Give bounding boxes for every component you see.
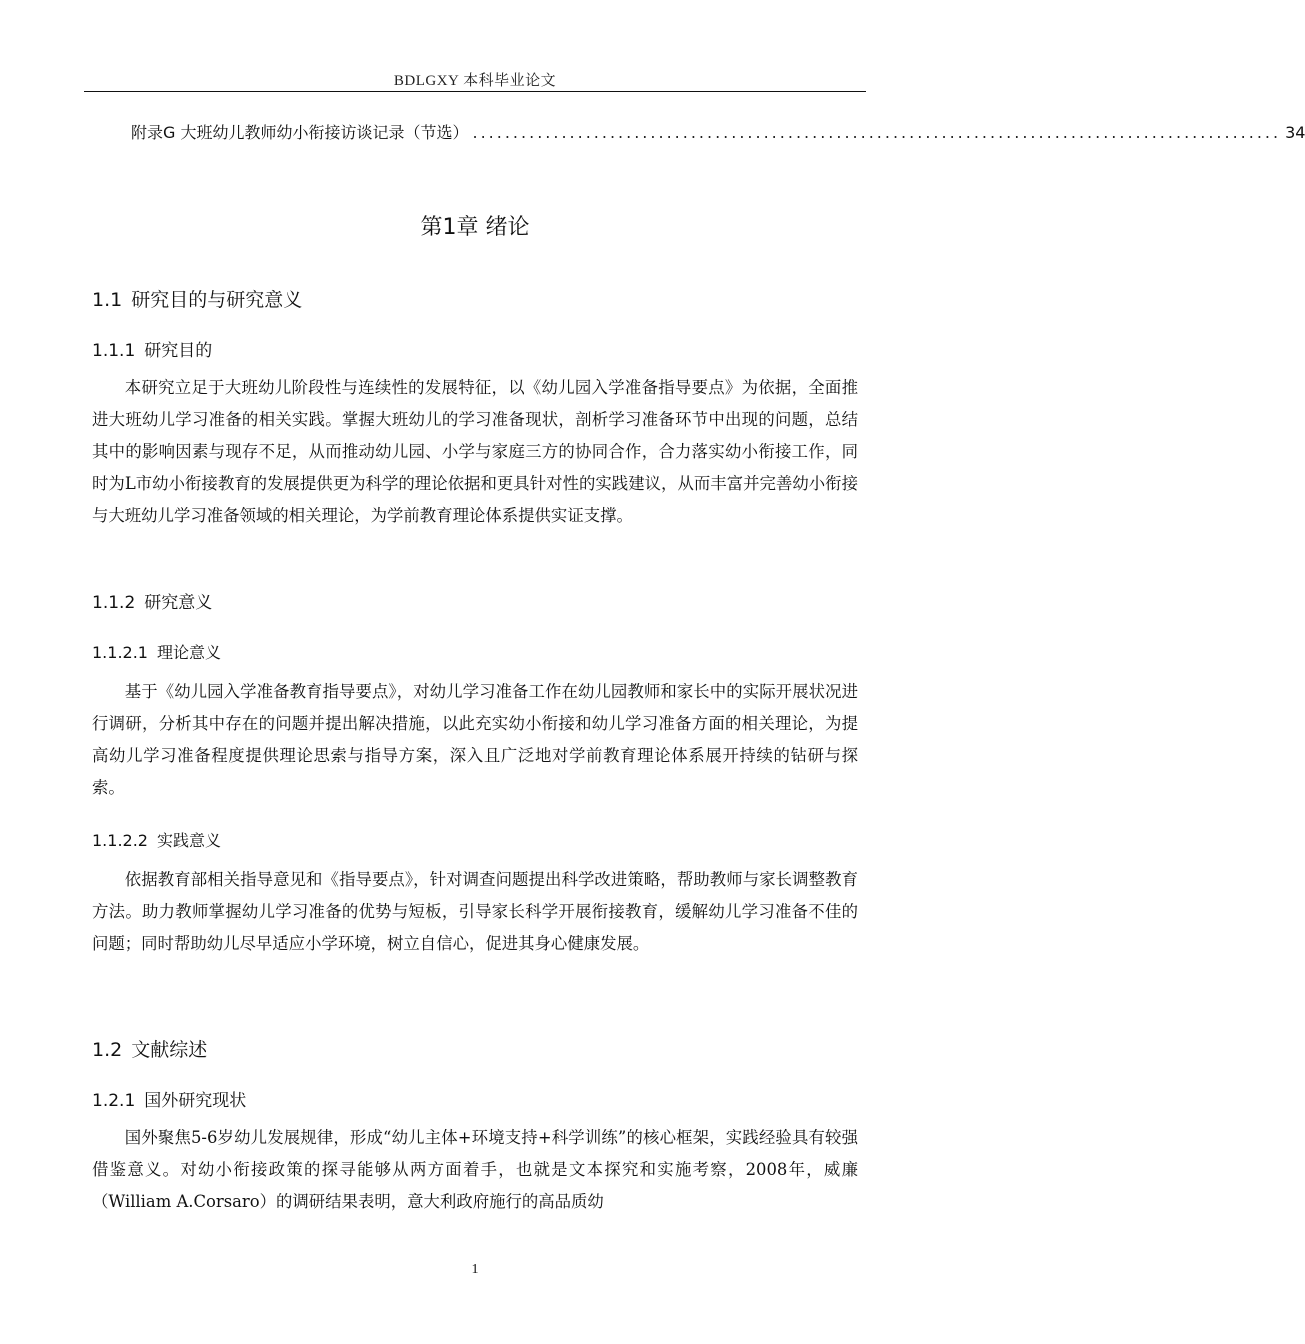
toc-entry[interactable]	[131, 120, 1305, 144]
section-heading-1-1-2-1	[92, 640, 221, 663]
section-heading-1-1-2	[92, 588, 212, 613]
section-number: 1.1.2.2	[92, 831, 148, 850]
toc-entry-title: 附录G 大班幼儿教师幼小衔接访谈记录（节选）	[131, 123, 469, 142]
paragraph-theoretical-significance: 基于《幼儿园入学准备教育指导要点》，对幼儿学习准备工作在幼儿园教师和家长中的实际开展状况进行调研，分析其中存在的问题并提出解决措施，以此充实幼小衔接和幼儿学习准备方面的相关理论，为提高幼儿学习准备程度提供理论思索与指导方案，深入且广泛地对学前教育理论体系展开持续的钻研与探索。	[92, 682, 858, 797]
section-title: 研究意义	[144, 593, 213, 613]
section-heading-1-2	[92, 1035, 207, 1062]
section-number: 1.1.2.1	[92, 643, 148, 662]
toc-dot-leader: ....................................................................................................	[472, 123, 1282, 142]
paragraph-practical-significance: 依据教育部相关指导意见和《指导要点》，针对调查问题提出科学改进策略，帮助教师与家长调整教育方法。助力教师掌握幼儿学习准备的优势与短板，引导家长科学开展衔接教育，缓解幼儿学习准备不佳的问题；同时帮助幼儿尽早适应小学环境，树立自信心，促进其身心健康发展。	[92, 870, 858, 953]
page-number: 1	[471, 1262, 479, 1277]
section-title: 研究目的与研究意义	[131, 289, 303, 311]
section-heading-1-1-1	[92, 336, 212, 361]
section-title: 国外研究现状	[144, 1091, 247, 1111]
header-rule	[84, 91, 866, 92]
toc-entry-page: 34	[1285, 123, 1305, 142]
section-title: 文献综述	[131, 1039, 208, 1061]
section-number: 1.2.1	[92, 1091, 136, 1111]
chapter-title: 第1章 绪论	[420, 215, 530, 240]
paragraph-research-purpose: 本研究立足于大班幼儿阶段性与连续性的发展特征，以《幼儿园入学准备指导要点》为依据，全面推进大班幼儿学习准备的相关实践。掌握大班幼儿的学习准备现状，剖析学习准备环节中出现的问题，总结其中的影响因素与现存不足，从而推动幼儿园、小学与家庭三方的协同合作，合力落实幼小衔接工作，同时为L市幼小衔接教育的发展提供更为科学的理论依据和更具针对性的实践建议，从而丰富并完善幼小衔接与大班幼儿学习准备领域的相关理论，为学前教育理论体系提供实证支撑。	[92, 378, 858, 525]
section-title: 实践意义	[156, 831, 221, 850]
section-title: 理论意义	[156, 643, 221, 662]
section-number: 1.1.2	[92, 593, 136, 613]
section-number: 1.1	[92, 289, 123, 311]
section-number: 1.2	[92, 1039, 123, 1061]
section-heading-1-1	[92, 285, 302, 312]
section-heading-1-1-2-2	[92, 828, 221, 851]
section-number: 1.1.1	[92, 341, 136, 361]
running-header: BDLGXY 本科毕业论文	[393, 73, 557, 89]
section-title: 研究目的	[144, 341, 213, 361]
section-heading-1-2-1	[92, 1086, 246, 1111]
paragraph-foreign-research: 国外聚焦5-6岁幼儿发展规律，形成“幼儿主体+环境支持+科学训练”的核心框架，实践经验具有较强借鉴意义。对幼小衔接政策的探寻能够从两方面着手，也就是文本探究和实施考察，2008年，威廉（William A.Corsaro）的调研结果表明，意大利政府施行的高品质幼	[92, 1128, 858, 1211]
